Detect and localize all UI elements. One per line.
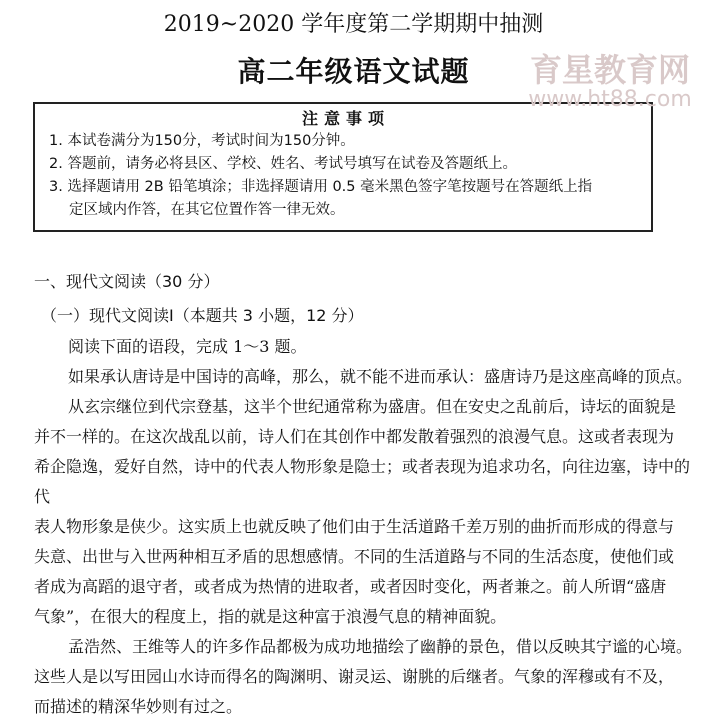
- subject-title: 高二年级语文试题: [237, 55, 470, 88]
- passage-line: 失意、出世与入世两种相互矛盾的思想感情。不同的生活道路与不同的生活态度，使他们或: [34, 547, 675, 566]
- instruction: 阅读下面的语段，完成 1～3 题。: [68, 337, 307, 356]
- passage-line: 希企隐逸，爱好自然，诗中的代表人物形象是隐士；或者表现为追求功名，向往边塞，诗中的代: [34, 457, 691, 506]
- notice-heading: 注意事项: [301, 109, 390, 128]
- passage-line: 者成为高蹈的退守者，或者成为热情的进取者，或者因时变化，两者兼之。前人所谓“盛唐: [34, 577, 667, 596]
- passage-line: 气象”，在很大的程度上，指的就是这种富于浪漫气息的精神面貌。: [34, 607, 507, 626]
- section-heading: 一、现代文阅读（30 分）: [34, 272, 220, 291]
- passage-line: 孟浩然、王维等人的许多作品都极为成功地描绘了幽静的景色，借以反映其宁谧的心境。: [68, 637, 693, 656]
- passage-line: 这些人是以写田园山水诗而得名的陶渊明、谢灵运、谢朓的后继者。气象的浑穆或有不及，: [34, 667, 675, 686]
- subsection-heading: （一）现代文阅读Ⅰ（本题共 3 小题，12 分）: [41, 306, 364, 325]
- exam-title: 2019~2020 学年度第二学期期中抽测: [163, 12, 544, 37]
- notice-box: [33, 102, 653, 232]
- notice-item: 定区域内作答，在其它位置作答一律无效。: [69, 202, 345, 218]
- watermark: [520, 52, 700, 112]
- watermark-url: www.ht88.com: [528, 87, 692, 112]
- passage-line: 并不一样的。在这次战乱以前，诗人们在其创作中都发散着强烈的浪漫气息。这或者表现为: [34, 427, 675, 446]
- passage-line: 表人物形象是侠少。这实质上也就反映了他们由于生活道路千差万别的曲折而形成的得意与: [34, 517, 675, 536]
- passage-line: 而描述的精深华妙则有过之。: [34, 697, 243, 716]
- passage-line: 从玄宗继位到代宗登基，这半个世纪通常称为盛唐。但在安史之乱前后，诗坛的面貌是: [68, 397, 677, 416]
- notice-item: 3. 选择题请用 2B 铅笔填涂；非选择题请用 0.5 毫米黑色签字笔按题号在答题纸上指: [49, 179, 593, 195]
- notice-item: 2. 答题前，请务必将县区、学校、姓名、考试号填写在试卷及答题纸上。: [49, 156, 517, 172]
- passage-line: 如果承认唐诗是中国诗的高峰，那么，就不能不进而承认：盛唐诗乃是这座高峰的顶点。: [68, 367, 693, 386]
- watermark-name: 育星教育网: [529, 51, 690, 89]
- notice-item: 1. 本试卷满分为150分，考试时间为150分钟。: [49, 133, 355, 149]
